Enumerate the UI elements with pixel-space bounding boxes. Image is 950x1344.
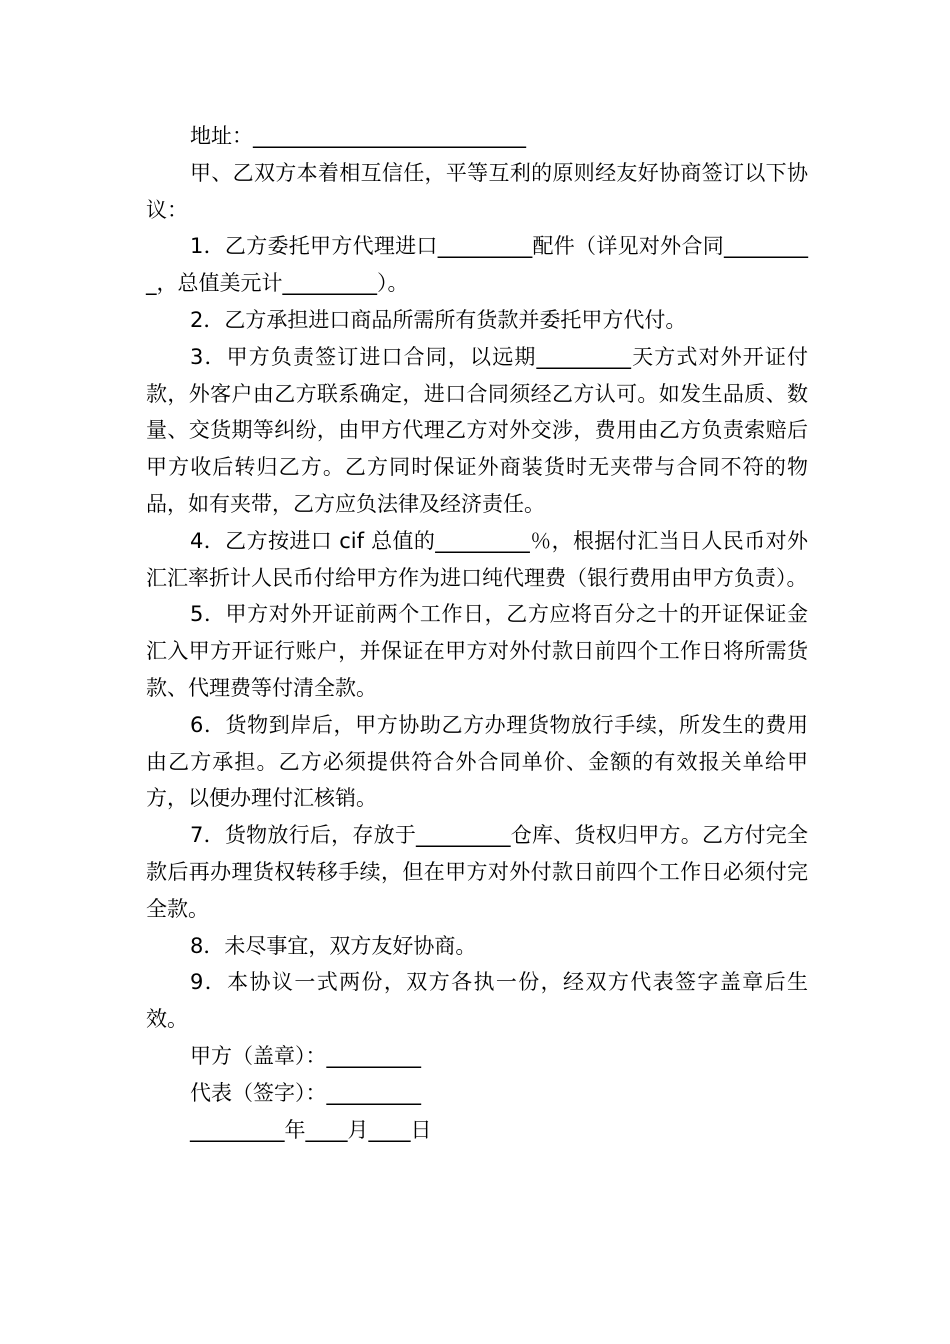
clause-1 xyxy=(146,228,808,302)
clause-5-text: 5．甲方对外开证前两个工作日，乙方应将百分之十的开证保证金汇入甲方开证行账户，并保证在甲方对外付款日前四个工作日将所需货款、代理费等付清全款。 xyxy=(146,602,808,700)
date-text: _________年____月____日 xyxy=(190,1117,432,1142)
party-a-seal-line xyxy=(146,1038,808,1075)
representative-signature-text: 代表（签字）：_________ xyxy=(190,1080,421,1105)
clause-9-text: 9．本协议一式两份，双方各执一份，经双方代表签字盖章后生效。 xyxy=(146,970,808,1032)
preamble-text: 甲、乙双方本着相互信任，平等互利的原则经友好协商签订以下协议： xyxy=(146,160,808,222)
preamble-paragraph xyxy=(146,155,808,229)
address-line xyxy=(146,118,808,155)
clause-6-text: 6．货物到岸后，甲方协助乙方办理货物放行手续，所发生的费用由乙方承担。乙方必须提供符合外合同单价、金额的有效报关单给甲方，以便办理付汇核销。 xyxy=(146,712,808,811)
clause-7 xyxy=(146,817,808,927)
date-line xyxy=(146,1112,808,1149)
clause-3 xyxy=(146,339,808,523)
clause-4-text: 4．乙方按进口 cif 总值的_________％，根据付汇当日人民币对外汇汇率折计人民币付给甲方作为进口纯代理费（银行费用由甲方负责）。 xyxy=(146,528,808,590)
clause-8 xyxy=(146,928,808,965)
clause-7-text: 7．货物放行后，存放于_________仓库、货权归甲方。乙方付完全款后再办理货权转移手续，但在甲方对外付款日前四个工作日必须付完全款。 xyxy=(146,823,808,921)
clause-8-text: 8．未尽事宜，双方友好协商。 xyxy=(190,933,477,958)
document-page xyxy=(146,118,808,1148)
clause-5 xyxy=(146,596,808,706)
clause-2 xyxy=(146,302,808,339)
representative-signature-line xyxy=(146,1075,808,1112)
clause-6 xyxy=(146,707,808,817)
clause-1-text: 1．乙方委托甲方代理进口_________配件（详见对外合同_________，总值美元计_________）。 xyxy=(146,234,808,296)
clause-9 xyxy=(146,964,808,1038)
party-a-seal-text: 甲方（盖章）：_________ xyxy=(190,1043,421,1068)
address-text: 地址：__________________________ xyxy=(190,124,526,148)
clause-2-text: 2．乙方承担进口商品所需所有货款并委托甲方代付。 xyxy=(190,307,687,332)
clause-4 xyxy=(146,523,808,597)
clause-3-text: 3．甲方负责签订进口合同，以远期_________天方式对外开证付款，外客户由乙方联系确定，进口合同须经乙方认可。如发生品质、数量、交货期等纠纷，由甲方代理乙方对外交涉，费用由乙方负责索赔后甲方收后转归乙方。乙方同时保证外商装货时无夹带与合同不符的物品，如有夹带，乙方应负法律及经济责任。 xyxy=(146,344,808,516)
